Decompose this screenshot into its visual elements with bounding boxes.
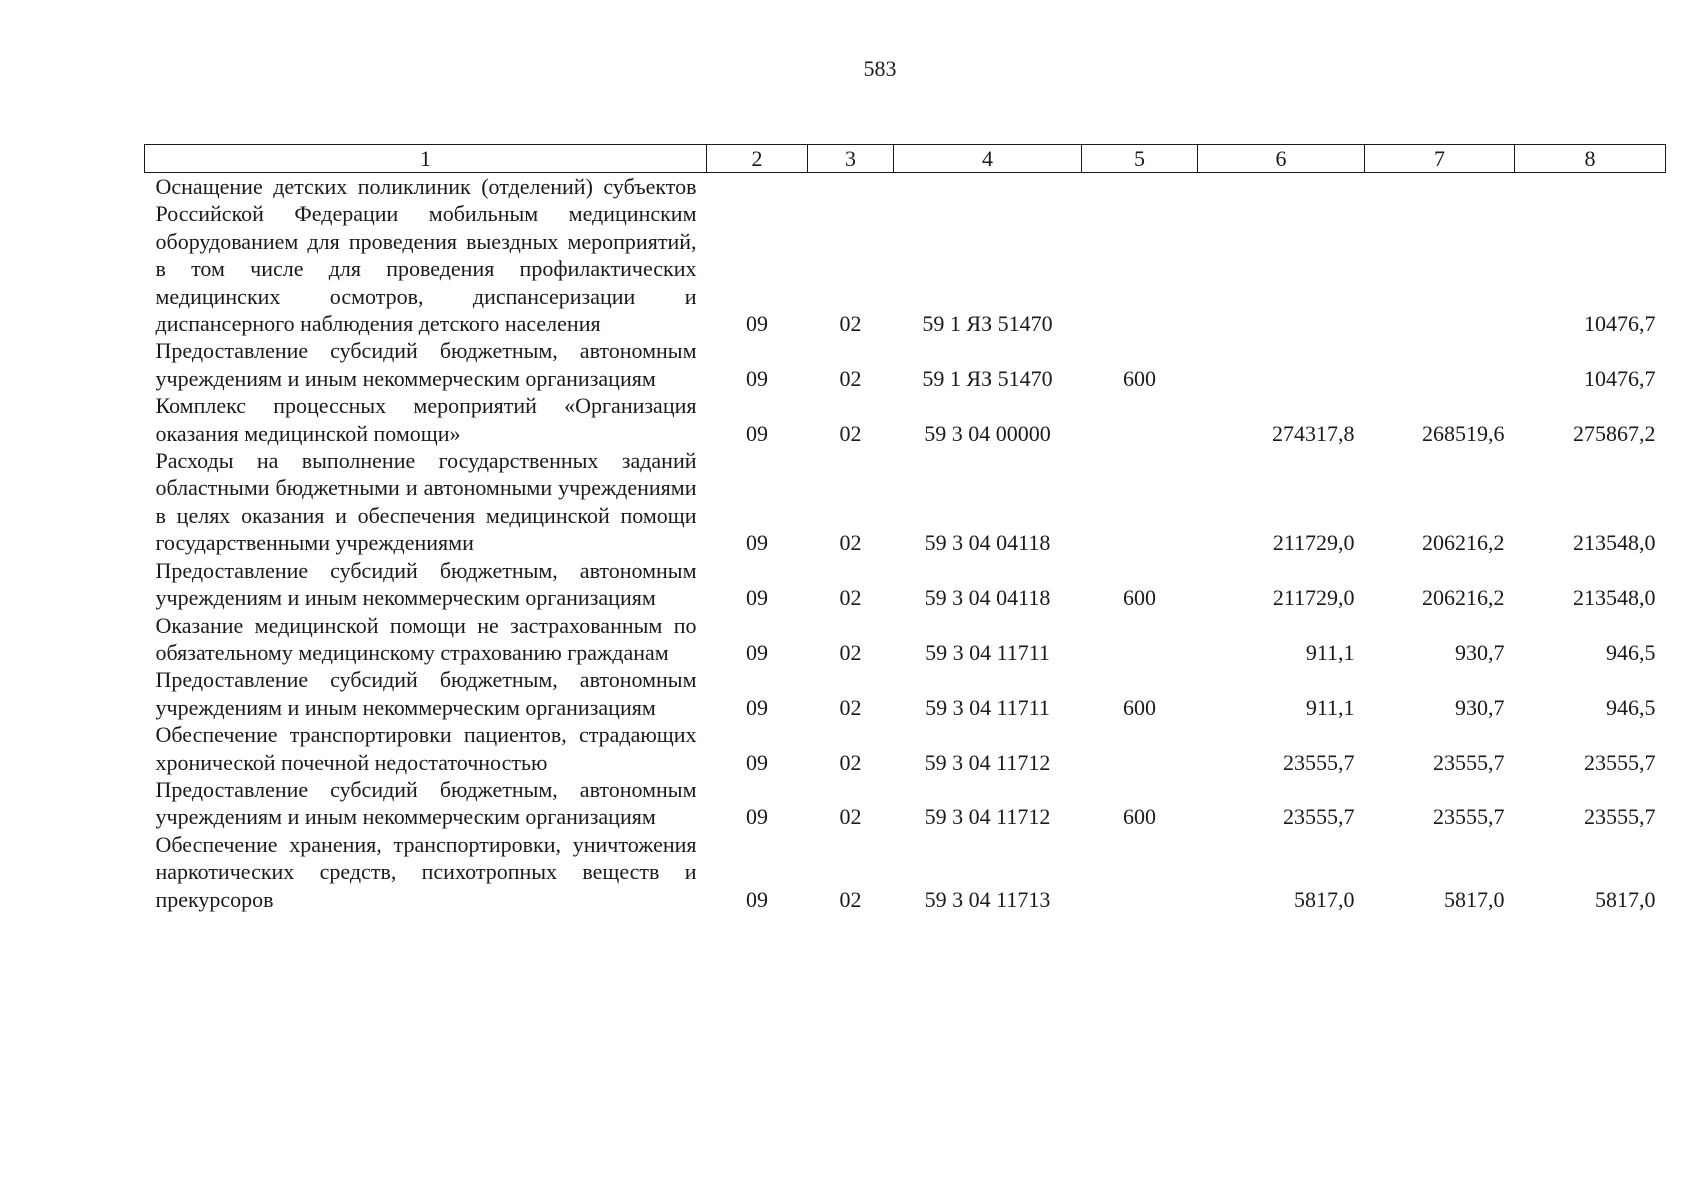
row-description: Обеспечение хранения, транспортировки, уничтожения наркотических средств, психотропных веществ и прекурсоров [155, 831, 697, 912]
cell-subsection: 02 [839, 365, 862, 391]
cell-target-article: 59 3 04 00000 [924, 420, 1051, 446]
cell-section: 09 [746, 311, 768, 337]
table-row [145, 776, 1666, 831]
cell-amount-6: 211729,0 [1272, 585, 1355, 611]
cell-target-article: 59 3 04 11711 [925, 694, 1050, 720]
cell-amount-7: 930,7 [1455, 694, 1505, 720]
cell-expense-type [1082, 173, 1198, 338]
cell-section: 09 [746, 749, 768, 775]
cell-amount-8: 275867,2 [1573, 420, 1656, 446]
row-description: Предоставление субсидий бюджетным, автономным учреждениям и иным некоммерческим организациям [155, 557, 697, 611]
table-row [145, 831, 1666, 913]
row-description: Расходы на выполнение государственных заданий областными бюджетными и автономными учреждениями в целях оказания и обеспечения медицинской помощи государственными учреждениями [155, 448, 697, 556]
cell-amount-7: 206216,2 [1422, 530, 1505, 556]
cell-section: 09 [746, 694, 768, 720]
cell-amount-8: 946,5 [1606, 639, 1656, 665]
column-header: 1 [145, 145, 707, 173]
cell-amount-6: 911,1 [1305, 694, 1355, 720]
cell-amount-7: 23555,7 [1433, 804, 1505, 830]
table-header [145, 145, 1666, 173]
column-header: 7 [1365, 145, 1515, 173]
cell-expense-type: 600 [1123, 804, 1156, 830]
row-description: Предоставление субсидий бюджетным, автономным учреждениям и иным некоммерческим организациям [155, 338, 697, 391]
cell-target-article: 59 3 04 04118 [924, 530, 1051, 556]
column-header: 4 [894, 145, 1082, 173]
column-header: 5 [1082, 145, 1198, 173]
cell-amount-8: 23555,7 [1584, 749, 1656, 775]
cell-amount-7 [1365, 337, 1515, 392]
row-description: Предоставление субсидий бюджетным, автономным учреждениям и иным некоммерческим организациям [155, 776, 697, 830]
cell-subsection: 02 [839, 694, 862, 720]
cell-expense-type: 600 [1123, 585, 1156, 611]
cell-expense-type: 600 [1123, 694, 1156, 720]
cell-section: 09 [746, 530, 768, 556]
cell-amount-6: 23555,7 [1283, 749, 1355, 775]
cell-target-article: 59 3 04 11712 [924, 804, 1051, 830]
cell-target-article: 59 3 04 11711 [925, 639, 1050, 665]
cell-expense-type [1082, 831, 1198, 913]
cell-expense-type [1082, 612, 1198, 667]
cell-subsection: 02 [839, 585, 862, 611]
cell-section: 09 [746, 365, 768, 391]
cell-subsection: 02 [839, 639, 862, 665]
table-row [145, 557, 1666, 612]
row-description: Предоставление субсидий бюджетным, автономным учреждениям и иным некоммерческим организациям [155, 667, 697, 720]
cell-expense-type [1082, 392, 1198, 447]
cell-amount-6 [1198, 337, 1365, 392]
budget-table [144, 144, 1666, 913]
table-row [145, 447, 1666, 557]
cell-amount-7 [1365, 173, 1515, 338]
cell-subsection: 02 [839, 804, 862, 830]
cell-section: 09 [746, 886, 768, 912]
cell-section: 09 [746, 639, 768, 665]
cell-amount-6: 5817,0 [1294, 886, 1355, 912]
column-header: 3 [808, 145, 894, 173]
cell-amount-8: 10476,7 [1584, 365, 1656, 391]
cell-subsection: 02 [839, 749, 862, 775]
cell-amount-8: 10476,7 [1584, 311, 1656, 337]
cell-target-article: 59 1 ЯЗ 51470 [922, 365, 1053, 391]
cell-amount-7: 23555,7 [1433, 749, 1505, 775]
cell-amount-6: 274317,8 [1272, 420, 1355, 446]
table-row [145, 721, 1666, 776]
column-header: 8 [1515, 145, 1666, 173]
cell-amount-6: 23555,7 [1283, 804, 1355, 830]
cell-amount-7: 930,7 [1455, 639, 1505, 665]
cell-subsection: 02 [839, 886, 862, 912]
cell-amount-7: 5817,0 [1444, 886, 1505, 912]
column-number-row [145, 145, 1666, 173]
cell-section: 09 [746, 804, 768, 830]
cell-expense-type [1082, 721, 1198, 776]
cell-subsection: 02 [839, 530, 862, 556]
cell-amount-8: 213548,0 [1573, 585, 1656, 611]
table-row [145, 612, 1666, 667]
cell-amount-8: 23555,7 [1584, 804, 1656, 830]
page-number: 583 [863, 56, 897, 81]
row-description: Оказание медицинской помощи не застрахованным по обязательному медицинскому страхованию гражданам [155, 612, 697, 665]
table-row [145, 392, 1666, 447]
cell-target-article: 59 3 04 11713 [924, 886, 1051, 912]
table-row [145, 337, 1666, 392]
cell-target-article: 59 3 04 04118 [924, 585, 1051, 611]
table-row [145, 173, 1666, 338]
row-description: Обеспечение транспортировки пациентов, страдающих хронической почечной недостаточностью [155, 722, 697, 775]
row-description: Комплекс процессных мероприятий «Организация оказания медицинской помощи» [155, 393, 697, 446]
cell-amount-7: 268519,6 [1422, 420, 1505, 446]
cell-amount-7: 206216,2 [1422, 585, 1505, 611]
cell-section: 09 [746, 420, 768, 446]
cell-section: 09 [746, 585, 768, 611]
column-header: 2 [707, 145, 808, 173]
cell-amount-6: 911,1 [1305, 639, 1355, 665]
cell-amount-6 [1198, 173, 1365, 338]
cell-target-article: 59 1 ЯЗ 51470 [922, 311, 1053, 337]
cell-expense-type [1082, 447, 1198, 557]
row-description: Оснащение детских поликлиник (отделений) субъектов Российской Федерации мобильным медицинским оборудованием для проведения выездных мероприятий, в том числе для проведения профилактических медицинских осмотров, диспансеризации и диспансерного наблюдения детского населения [155, 174, 697, 337]
cell-target-article: 59 3 04 11712 [924, 749, 1051, 775]
cell-amount-6: 211729,0 [1272, 530, 1355, 556]
cell-amount-8: 946,5 [1606, 694, 1656, 720]
cell-subsection: 02 [839, 420, 862, 446]
table-row [145, 666, 1666, 721]
cell-amount-8: 213548,0 [1573, 530, 1656, 556]
table-body [145, 173, 1666, 913]
cell-expense-type: 600 [1123, 365, 1156, 391]
column-header: 6 [1198, 145, 1365, 173]
cell-subsection: 02 [839, 311, 862, 337]
cell-amount-8: 5817,0 [1595, 886, 1656, 912]
